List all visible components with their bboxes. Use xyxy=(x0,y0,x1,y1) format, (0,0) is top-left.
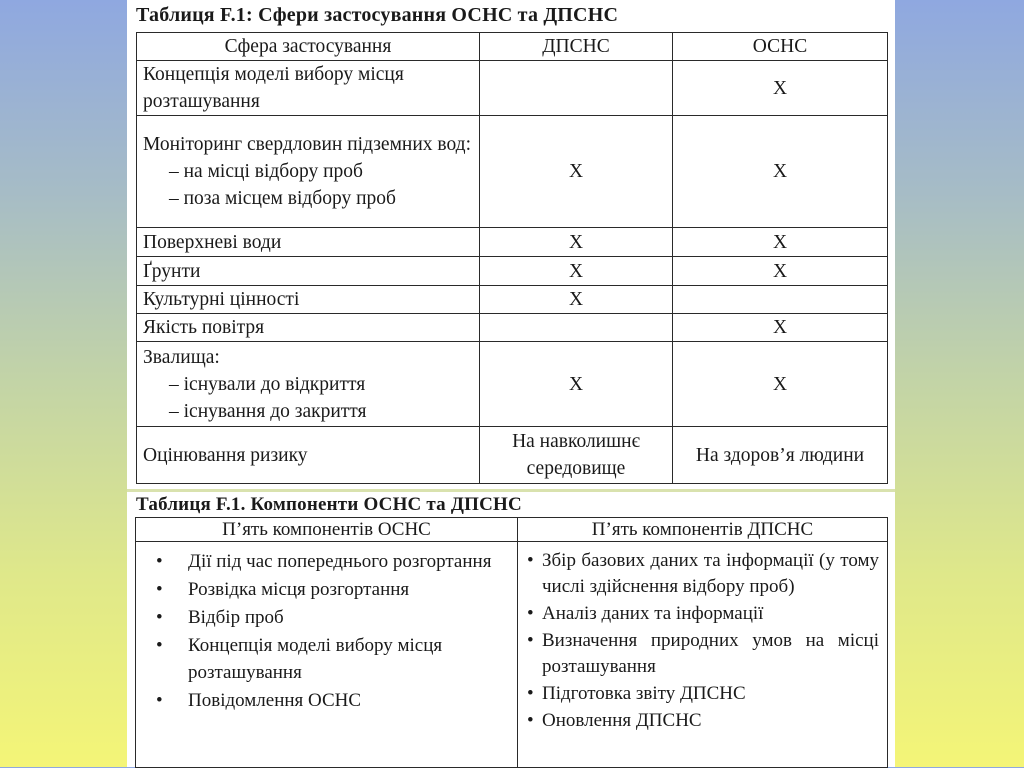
row-label-cell xyxy=(137,116,480,228)
osns-mark: Х xyxy=(673,342,888,427)
dpsns-components-list xyxy=(526,548,879,734)
table-row xyxy=(137,286,888,314)
row-label: Ґрунти xyxy=(137,257,480,286)
row-label-cell xyxy=(137,342,480,427)
dpsns-mark: Х xyxy=(480,116,673,228)
table-row xyxy=(137,116,888,228)
header-scope: Сфера застосування xyxy=(137,33,480,61)
osns-mark: Х xyxy=(673,314,888,342)
list-item: • Повідомлення ОСНС xyxy=(144,687,509,714)
table-row xyxy=(137,228,888,257)
table-row xyxy=(136,542,888,768)
list-item: • Аналіз даних та інформації xyxy=(526,601,879,627)
list-item: • Відбір проб xyxy=(144,604,509,631)
row-label: Якість повітря xyxy=(137,314,480,342)
table-row xyxy=(137,257,888,286)
list-item: • Концепція моделі вибору місця розташування xyxy=(144,632,509,686)
header-dpsns-components: П’ять компонентів ДПСНС xyxy=(518,518,888,542)
table-row xyxy=(137,314,888,342)
list-item: • Підготовка звіту ДПСНС xyxy=(526,681,879,707)
row-label: Концепція моделі вибору місця розташування xyxy=(137,61,480,116)
row-label: Поверхневі води xyxy=(137,228,480,257)
header-osns-components: П’ять компонентів ОСНС xyxy=(136,518,518,542)
row-label: Оцінювання ризику xyxy=(137,427,480,484)
components-table xyxy=(135,517,888,768)
osns-risk-text: На здоров’я людини xyxy=(673,427,888,484)
list-item: • Збір базових даних та інформації (у тому числі здійснення відбору проб) xyxy=(526,548,879,600)
dpsns-mark: Х xyxy=(480,342,673,427)
osns-components-cell xyxy=(136,542,518,768)
row-sublabel: – на місці відбору проб xyxy=(169,161,363,182)
table1-caption: Таблиця F.1: Сфери застосування ОСНС та ДПСНС xyxy=(136,4,619,26)
list-item: • Розвідка місця розгортання xyxy=(144,576,509,603)
dpsns-mark: Х xyxy=(480,228,673,257)
dpsns-mark xyxy=(480,61,673,116)
header-dpsns: ДПСНС xyxy=(480,33,673,61)
osns-mark: Х xyxy=(673,116,888,228)
list-item: • Визначення природних умов на місці розташування xyxy=(526,628,879,680)
table-header-row xyxy=(137,33,888,61)
table-row xyxy=(137,61,888,116)
table-row xyxy=(137,427,888,484)
osns-mark: Х xyxy=(673,61,888,116)
applications-table xyxy=(136,32,888,484)
list-item: • Оновлення ДПСНС xyxy=(526,708,879,734)
dpsns-mark xyxy=(480,314,673,342)
row-label: Моніторинг свердловин підземних вод: xyxy=(143,134,472,155)
list-item: • Дії під час попереднього розгортання xyxy=(144,548,509,575)
row-label: Культурні цінності xyxy=(137,286,480,314)
dpsns-risk-text: На навколишнє середовище xyxy=(480,427,673,484)
header-osns: ОСНС xyxy=(673,33,888,61)
dpsns-components-cell xyxy=(518,542,888,768)
dpsns-mark: Х xyxy=(480,257,673,286)
row-sublabel: – існування до закриття xyxy=(169,400,367,422)
row-sublabel: – поза місцем відбору проб xyxy=(169,188,396,209)
osns-mark: Х xyxy=(673,257,888,286)
osns-mark: Х xyxy=(673,228,888,257)
row-sublabel: – існували до відкриття xyxy=(169,373,366,395)
osns-components-list xyxy=(144,548,509,714)
table-row xyxy=(137,342,888,427)
table2-caption: Таблиця F.1. Компоненти ОСНС та ДПСНС xyxy=(136,494,522,515)
document-page xyxy=(127,0,895,767)
divider xyxy=(127,489,895,492)
dpsns-mark: Х xyxy=(480,286,673,314)
table-header-row xyxy=(136,518,888,542)
osns-mark xyxy=(673,286,888,314)
row-label: Звалища: xyxy=(143,346,220,368)
